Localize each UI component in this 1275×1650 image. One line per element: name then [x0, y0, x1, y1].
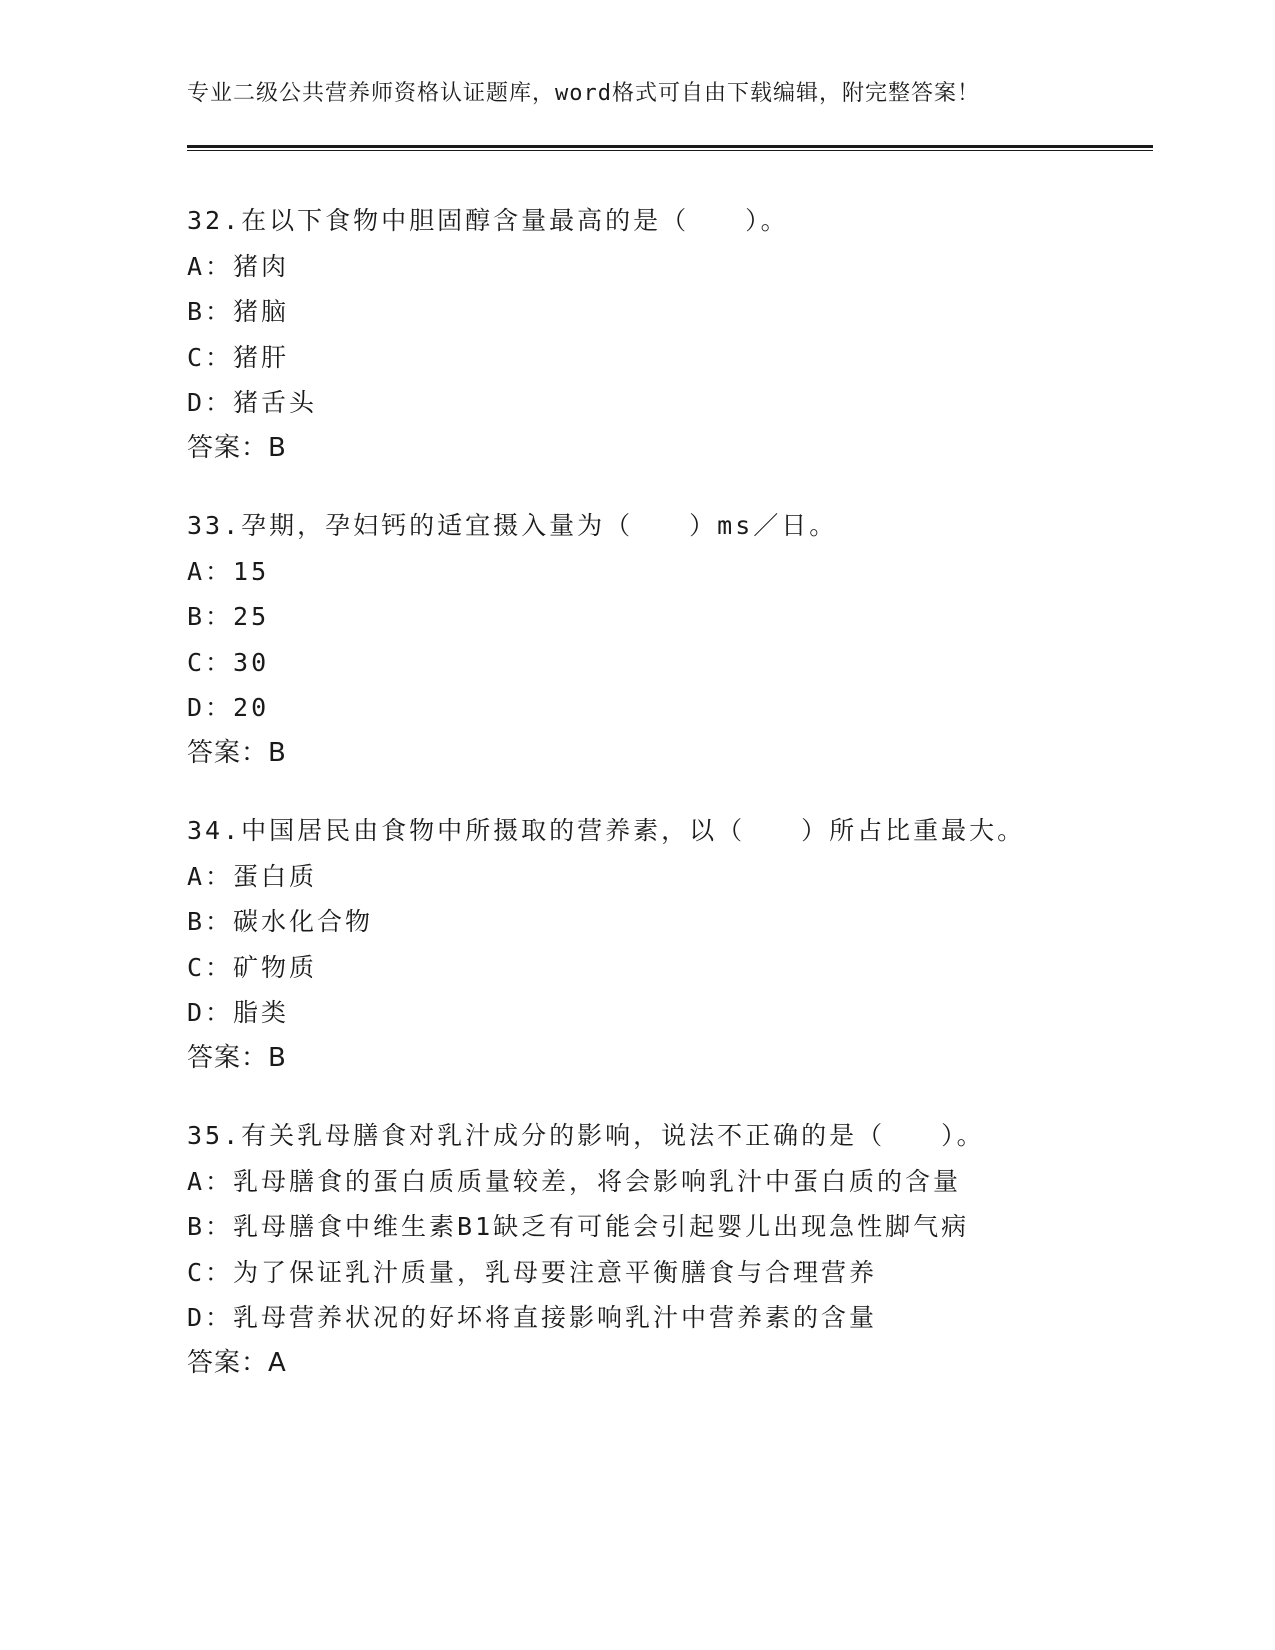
- answer-line: 答案：B: [187, 737, 287, 768]
- option-c: C：30: [187, 647, 270, 677]
- option-d: D：乳母营养状况的好坏将直接影响乳汁中营养素的含量: [187, 1303, 878, 1332]
- option-d: D：猪舌头: [187, 388, 318, 417]
- option-c: C：为了保证乳汁质量，乳母要注意平衡膳食与合理营养: [187, 1257, 878, 1287]
- question-34: [187, 808, 1147, 1081]
- answer-line: 答案：A: [187, 1347, 287, 1378]
- question-stem: 35.有关乳母膳食对乳汁成分的影响，说法不正确的是（ ）。: [187, 1121, 985, 1150]
- option-d: D：20: [187, 693, 270, 722]
- option-a: A：蛋白质: [187, 861, 318, 891]
- question-33: [187, 503, 1147, 776]
- header-rule-thick: [187, 145, 1153, 148]
- header-rule-thin: [187, 150, 1153, 151]
- option-a: A：猪肉: [187, 251, 290, 281]
- option-d: D：脂类: [187, 998, 290, 1027]
- answer-line: 答案：B: [187, 432, 287, 463]
- question-stem: 34.中国居民由食物中所摄取的营养素，以（ ）所占比重最大。: [187, 816, 1026, 845]
- option-b: B：乳母膳食中维生素B1缺乏有可能会引起婴儿出现急性脚气病: [187, 1212, 970, 1241]
- option-b: B：25: [187, 602, 270, 631]
- option-c: C：矿物质: [187, 952, 318, 982]
- question-35: [187, 1113, 1147, 1386]
- option-b: B：猪脑: [187, 297, 290, 326]
- question-stem: 32.在以下食物中胆固醇含量最高的是（ ）。: [187, 206, 789, 235]
- option-a: A：乳母膳食的蛋白质质量较差，将会影响乳汁中蛋白质的含量: [187, 1166, 962, 1196]
- question-stem: 33.孕期，孕妇钙的适宜摄入量为（ ）ms／日。: [187, 511, 838, 540]
- option-a: A：15: [187, 556, 270, 586]
- option-b: B：碳水化合物: [187, 907, 374, 936]
- answer-line: 答案：B: [187, 1042, 287, 1073]
- page-header: 专业二级公共营养师资格认证题库，word格式可自由下载编辑，附完整答案！: [187, 81, 980, 106]
- question-32: [187, 198, 1147, 471]
- option-c: C：猪肝: [187, 342, 290, 372]
